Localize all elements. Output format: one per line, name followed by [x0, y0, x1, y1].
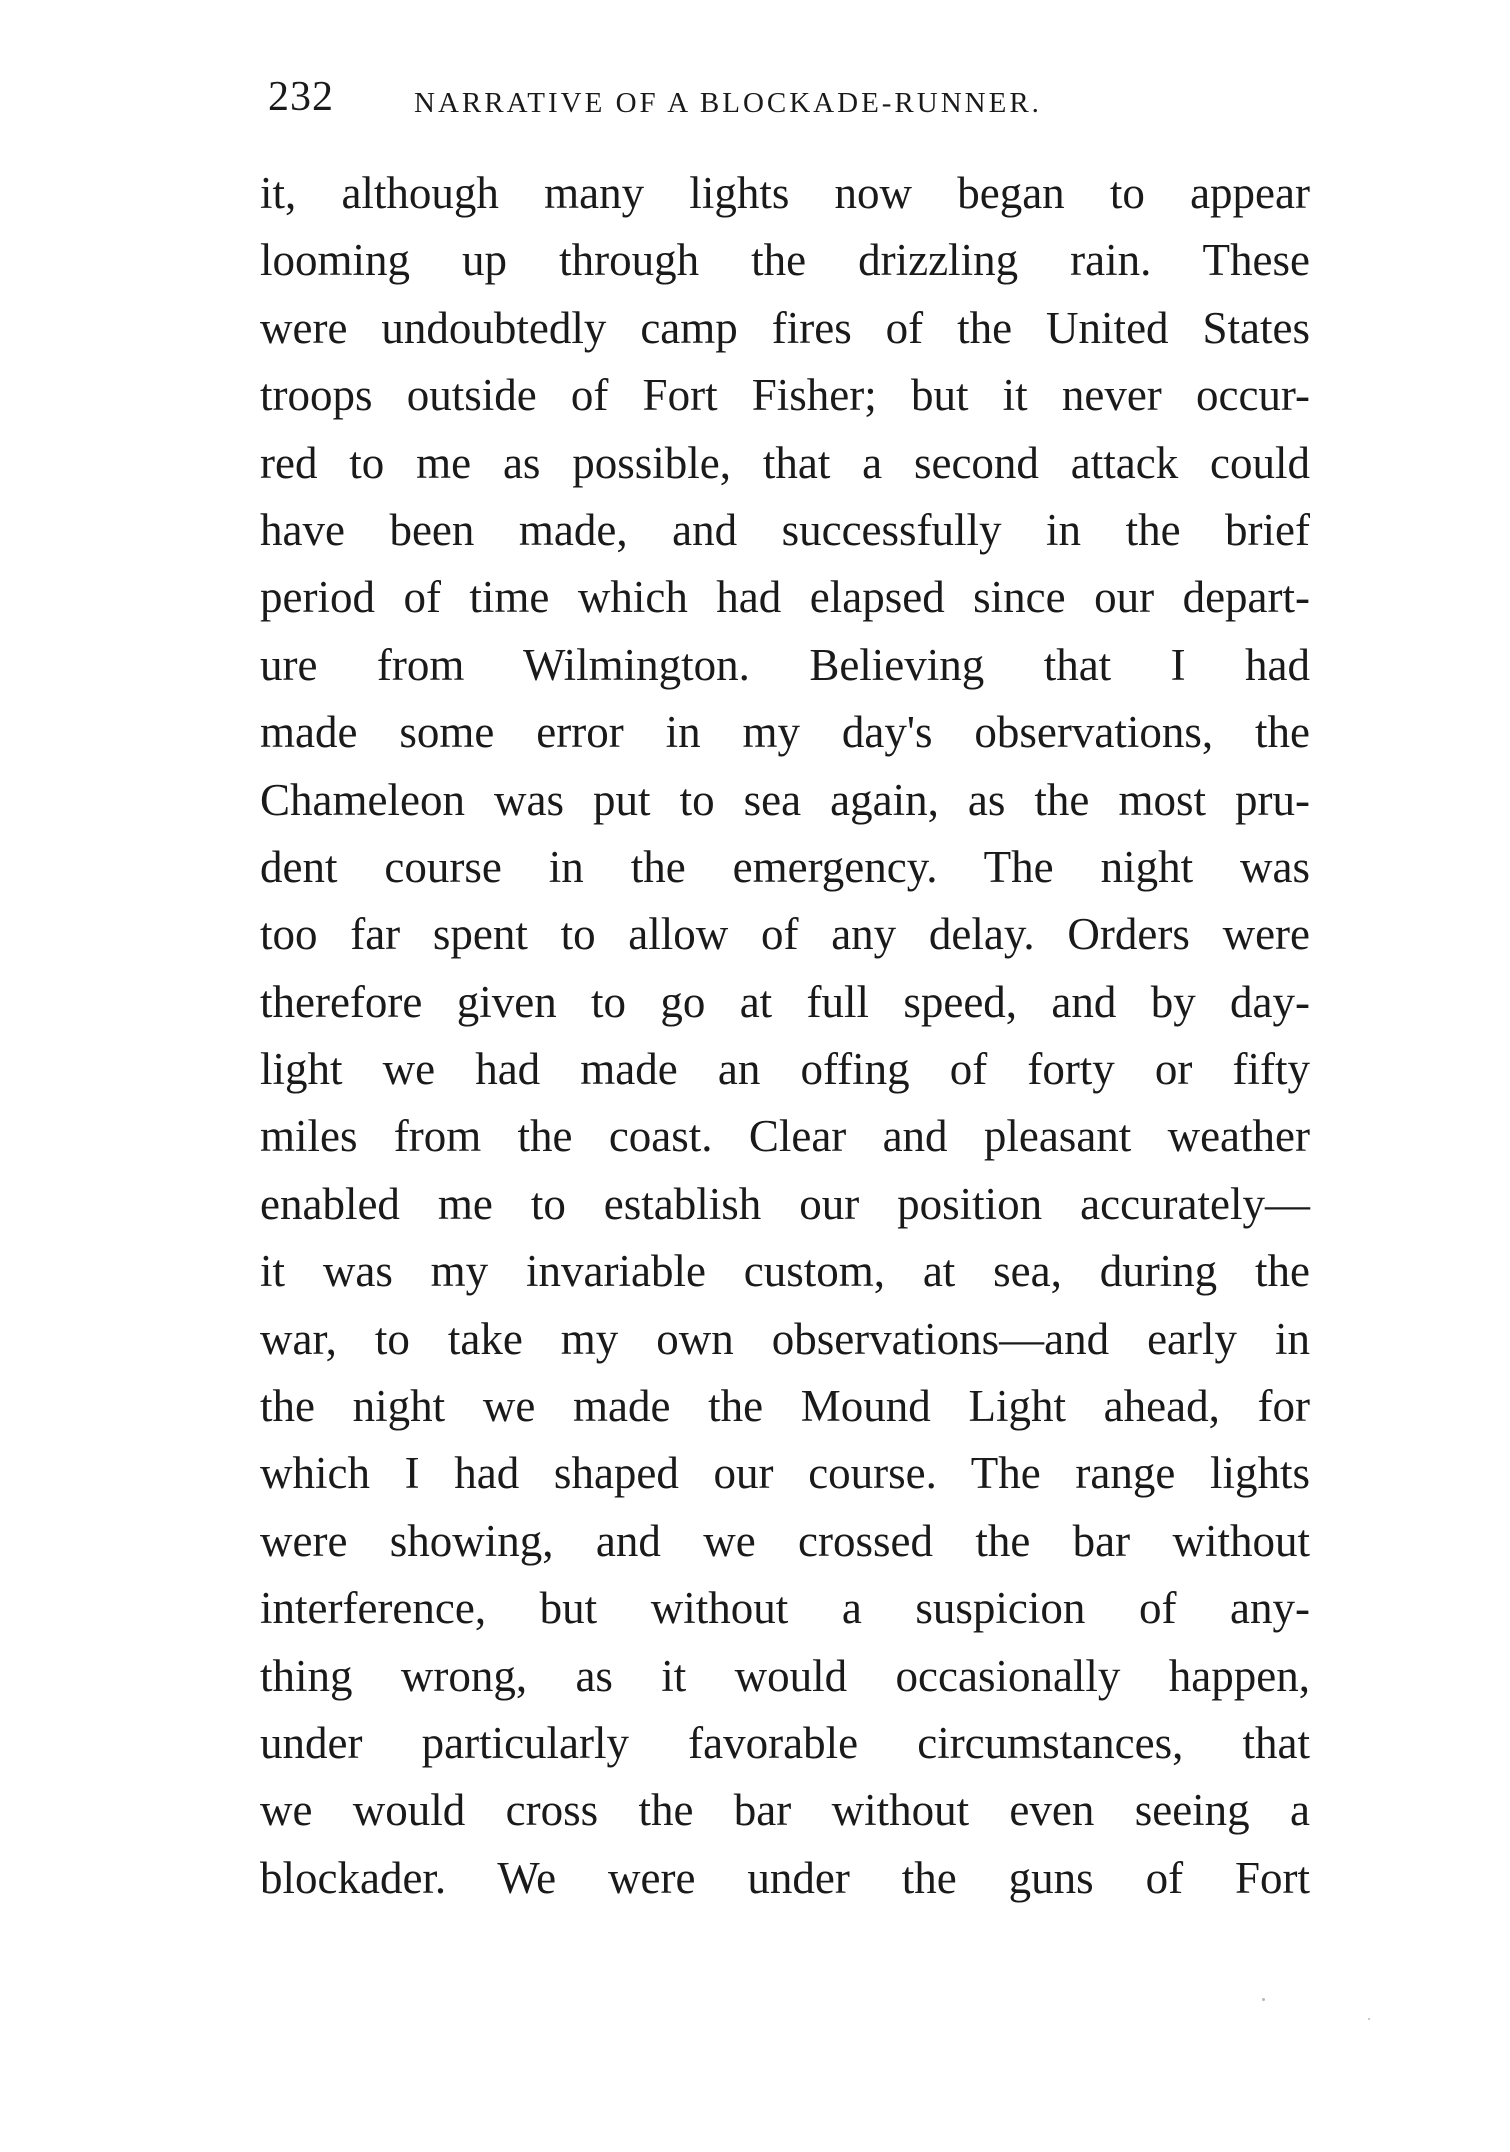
text-line: miles from the coast. Clear and pleasant weather [260, 1111, 1310, 1162]
text-line: have been made, and successfully in the brief [260, 504, 1310, 555]
text-line: it, although many lights now began to appear [260, 168, 1310, 218]
text-line: red to me as possible, that a second attack could [260, 437, 1310, 488]
text-line: we would cross the bar without even seeing a [260, 1785, 1310, 1836]
page-header [268, 62, 1308, 132]
text-line: the night we made the Mound Light ahead, for [260, 1381, 1310, 1432]
text-line: were undoubtedly camp fires of the United States [260, 302, 1310, 353]
text-line: blockader. We were under the guns of Fort [260, 1852, 1310, 1903]
text-line: which I had shaped our course. The range lights [260, 1448, 1310, 1499]
text-line: enabled me to establish our position accurately— [260, 1178, 1310, 1229]
text-line: war, to take my own observations—and early in [260, 1313, 1310, 1364]
text-line: light we had made an offing of forty or fifty [260, 1044, 1310, 1095]
text-line: therefore given to go at full speed, and by day- [260, 976, 1310, 1027]
text-line: interference, but without a suspicion of any- [260, 1583, 1310, 1634]
text-line: it was my invariable custom, at sea, during the [260, 1246, 1310, 1297]
text-line: period of time which had elapsed since our depart- [260, 572, 1310, 623]
running-head: NARRATIVE OF A BLOCKADE-RUNNER. [414, 87, 1042, 119]
text-line: Chameleon was put to sea again, as the most pru- [260, 774, 1310, 825]
text-line: were showing, and we crossed the bar without [260, 1515, 1310, 1566]
text-line: under particularly favorable circumstances, that [260, 1717, 1310, 1768]
body-text [260, 160, 1310, 1912]
text-line: thing wrong, as it would occasionally happen, [260, 1650, 1310, 1701]
text-line: looming up through the drizzling rain. These [260, 235, 1310, 286]
page-number: 232 [268, 74, 334, 120]
text-line: ure from Wilmington. Believing that I had [260, 639, 1310, 690]
text-line: made some error in my day's observations, the [260, 707, 1310, 758]
text-line: troops outside of Fort Fisher; but it never occur- [260, 370, 1310, 421]
paper-speck [1262, 1998, 1265, 2001]
text-line: too far spent to allow of any delay. Orders were [260, 909, 1310, 960]
paper-speck [1368, 2018, 1370, 2020]
text-line: dent course in the emergency. The night was [260, 841, 1310, 892]
